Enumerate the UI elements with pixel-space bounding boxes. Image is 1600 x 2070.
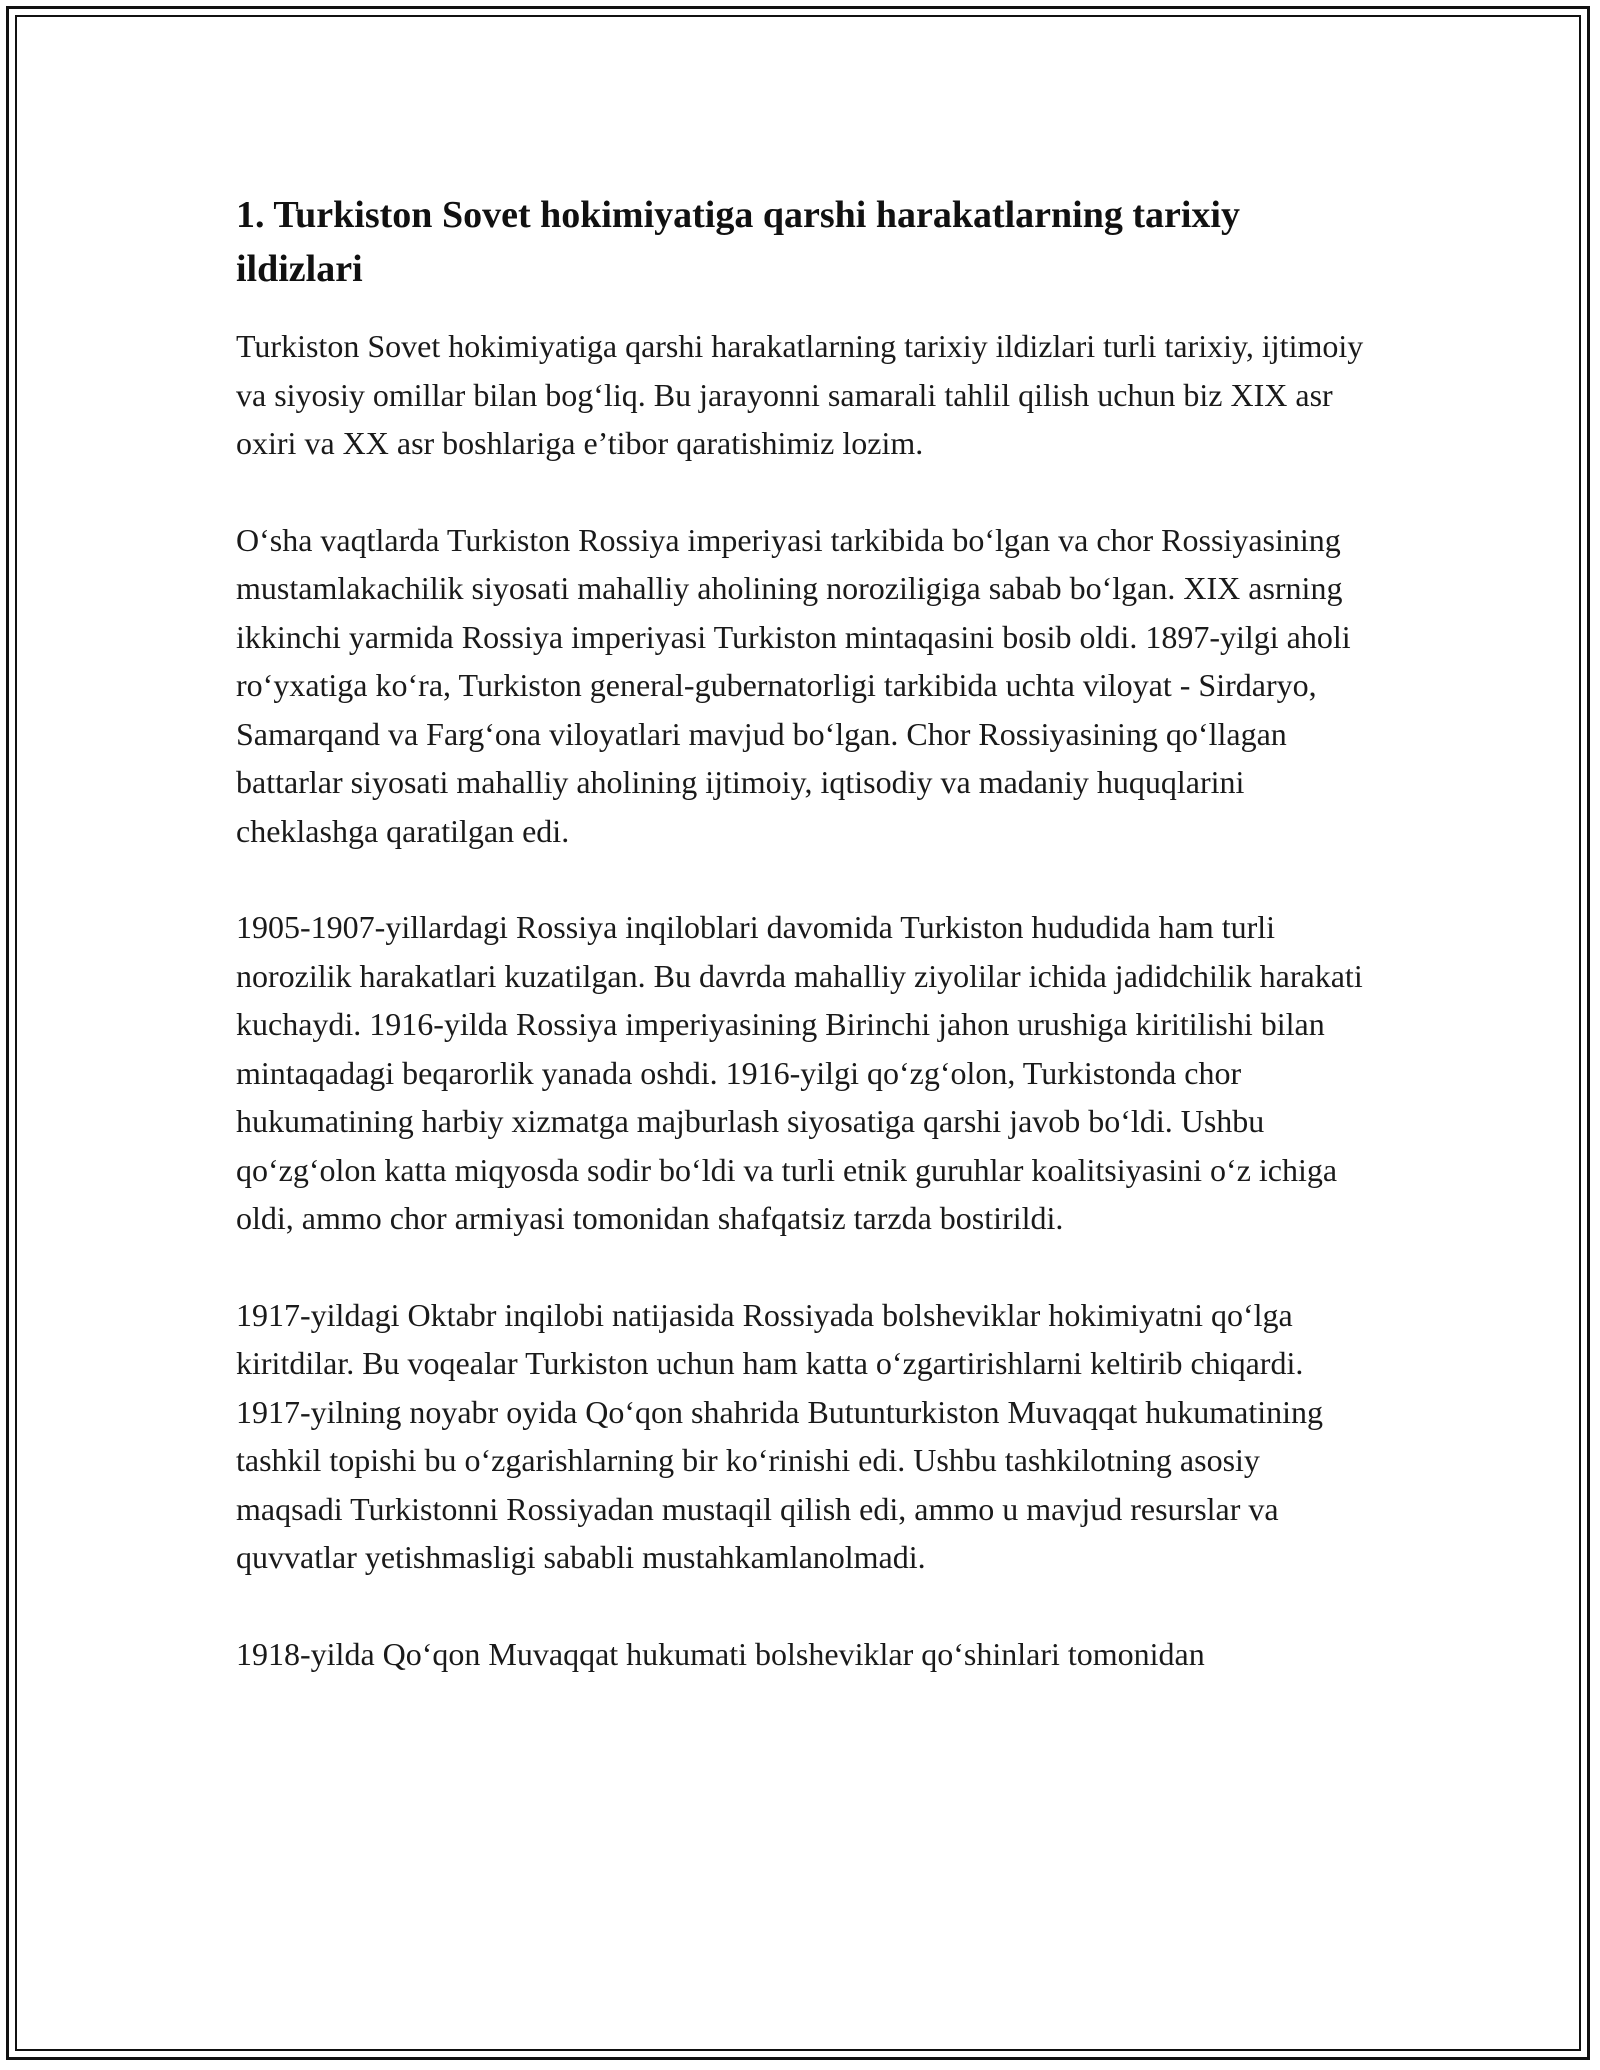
document-body [236,188,1366,1726]
section-heading: 1. Turkiston Sovet hokimiyatiga qarshi harakatlarning tarixiy ildizlari [236,194,1240,290]
paragraph-4: 1917-yildagi Oktabr inqilobi natijasida Rossiyada bolsheviklar hokimiyatni qo‘lga kiritdilar. Bu voqealar Turkiston uchun ham katta o‘zgartirishlarni keltirib chiqardi. 1917-yilning noyabr oyida Qo‘qon shahrida Butunturkiston Muvaqqat hukumatining tashkil topishi bu o‘zgarishlarning bir ko‘rinishi edi. Ushbu tashkilotning asosiy maqsadi Turkistonni Rossiyadan mustaqil qilish edi, ammo u mavjud resurslar va quvvatlar yetishmasligi sababli mustahkamlanolmadi. [236,1296,1323,1575]
paragraph-1: Turkiston Sovet hokimiyatiga qarshi harakatlarning tarixiy ildizlari turli tarixiy, ijtimoiy va siyosiy omillar bilan bog‘liq. Bu jarayonni samarali tahlil qilish uchun biz XIX asr oxiri va XX asr boshlariga e’tibor qaratishimiz lozim. [236,328,1364,461]
paragraph-3: 1905-1907-yillardagi Rossiya inqiloblari davomida Turkiston hududida ham turli norozilik harakatlari kuzatilgan. Bu davrda mahalliy ziyolilar ichida jadidchilik harakati kuchaydi. 1916-yilda Rossiya imperiyasining Birinchi jahon urushiga kiritilishi bilan mintaqadagi beqarorlik yanada oshdi. 1916-yilgi qo‘zg‘olon, Turkistonda chor hukumatining harbiy xizmatga majburlash siyosatiga qarshi javob bo‘ldi. Ushbu qo‘zg‘olon katta miqyosda sodir bo‘ldi va turli etnik guruhlar koalitsiyasini o‘z ichiga oldi, ammo chor armiyasi tomonidan shafqatsiz tarzda bostirildi. [236,909,1363,1236]
paragraph-5: 1918-yilda Qo‘qon Muvaqqat hukumati bolsheviklar qo‘shinlari tomonidan [236,1635,1205,1672]
paragraph-2: O‘sha vaqtlarda Turkiston Rossiya imperiyasi tarkibida bo‘lgan va chor Rossiyasining mustamlakachilik siyosati mahalliy aholining noroziligiga sabab bo‘lgan. XIX asrning ikkinchi yarmida Rossiya imperiyasi Turkiston mintaqasini bosib oldi. 1897-yilgi aholi ro‘yxatiga ko‘ra, Turkiston general-gubernatorligi tarkibida uchta viloyat - Sirdaryo, Samarqand va Farg‘ona viloyatlari mavjud bo‘lgan. Chor Rossiyasining qo‘llagan battarlar siyosati mahalliy aholining ijtimoiy, iqtisodiy va madaniy huquqlarini cheklashga qaratilgan edi. [236,521,1351,849]
